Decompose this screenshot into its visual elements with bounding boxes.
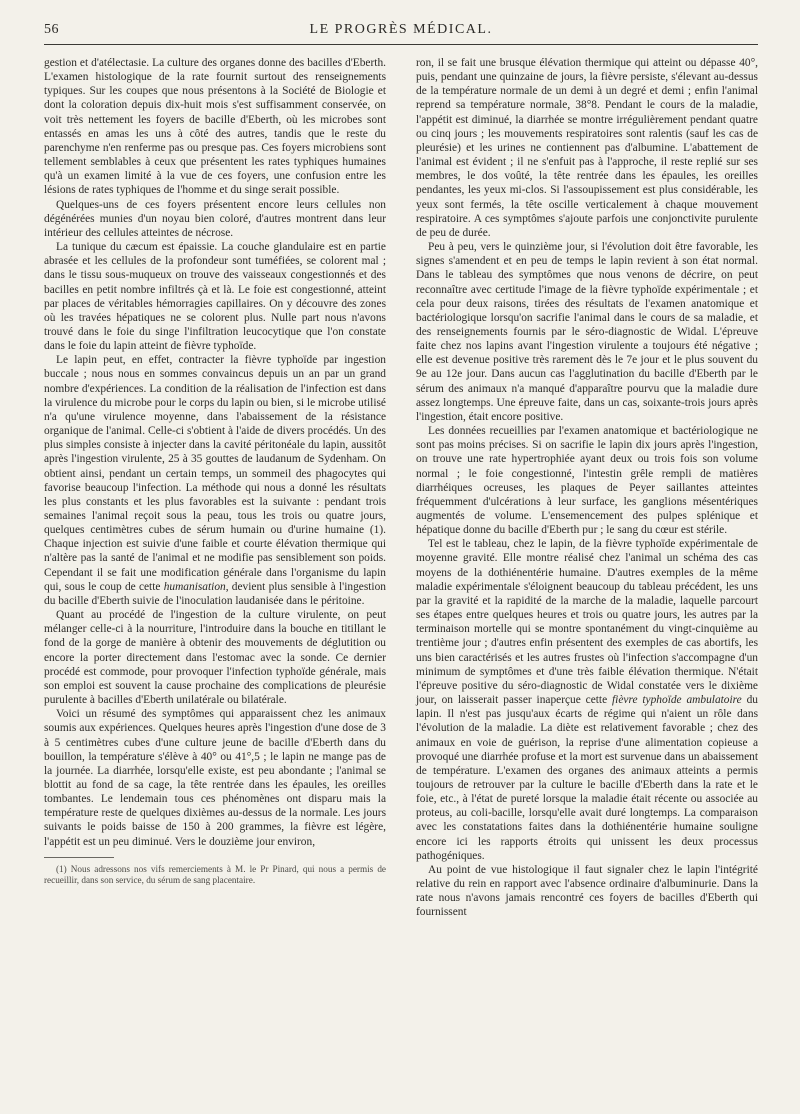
paragraph: Les données recueillies par l'examen anatomique et bactériologique ne sont pas moins précises. Si on sacrifie le lapin dix jours après l'ingestion, on trouve une rate hypertrophiée ayant deux ou trois fois son volume normal ; le foie congestionné, l'intestin grêle rempli de matières diarrhéiques ocreuses, les plaques de Peyer saillantes atteintes fréquemment d'ulcérations à leur surface, les ganglions mésentériques augmentés de volume. L'ensemencement des pulpes splénique et hépatique donne du bacille d'Eberth pur ; le sang du cœur est stérile. bbox=[416, 425, 758, 537]
page-header bbox=[44, 22, 758, 42]
paragraph-text: Tel est le tableau, chez le lapin, de la fièvre typhoïde expérimentale de moyenne gravité. Elle montre réalisé chez l'animal un schéma des cas moyens de la dothiénentérie humaine. D'autres exemples de la même maladie expérimentale s'éloignent beaucoup du tableau précédent, les uns par la gravité et la rapidité de la marche de la maladie, laquelle parcourt ses étapes entre quelques heures et trois ou quatre jours, les autres par la terminaison mortelle qui se montre spontanément du vingt-cinquième au trentième jour ; d'autres enfin présentent des exemples de cas abortifs, les uns bien caractérisés et les autres frustes où l'infection s'accompagne d'un minimum de symptômes et d'une très faible élévation thermique. N'était l'épreuve positive du séro-diagnostic de Widal constatée vers le dixième jour, on laisserait passer inaperçue cette bbox=[416, 538, 758, 707]
paragraph: Quant au procédé de l'ingestion de la culture virulente, on peut mélanger celle-ci à la nourriture, l'introduire dans la bouche en titillant le fond de la gorge de manière à obtenir des mouvements de déglutition ou encore la porter directement dans l'estomac avec la sonde. Ce dernier procédé est commode, pour provoquer l'infection typhoïde générale, mais son emploi est souvent la cause prochaine des complications de pleurésie purulente à bacilles d'Eberth unilatérale ou bilatérale. bbox=[44, 609, 386, 707]
paragraph: ron, il se fait une brusque élévation thermique qui atteint ou dépasse 40°, puis, pendant une quinzaine de jours, la fièvre persiste, s'élevant au-dessus de la température normale de un demi à un degré et demi ; enfin l'animal reprend sa température normale, 38°8. Pendant le cours de la maladie, l'appétit est diminué, la diarrhée se montre irrégulièrement pendant quatre ou cinq jours ; les mouvements respiratoires sont ralentis (sauf les cas de pleurésie) et les urines ne contiennent pas d'albumine. L'abattement de l'animal est évident ; il ne s'enfuit pas à l'approche, il reste replié sur ses membres, le dos voûté, la tête rentrée dans les épaules, les oreilles pendantes, les yeux mi-clos. Si l'assoupissement est plus considérable, les yeux sont fermés, la tête oscille verticalement à chaque mouvement respiratoire. A ces symptômes s'ajoute parfois une conjonctivite purulente de peu de durée. bbox=[416, 57, 758, 239]
italic-term: humanisation bbox=[163, 580, 226, 593]
paragraph-text: du lapin. Il n'est pas jusqu'aux écarts de régime qui n'aient un rôle dans l'évolution de la maladie. La diète est relativement favorable ; chez des animaux en voie de guérison, la reprise d'une alimentation copieuse a provoqué une diarrhée profuse et la mort est survenue dans un abaissement de température. L'examen des organes des animaux atteints a permis toujours de retrouver par la culture le bacille d'Eberth dans la rate et le foie, etc., à l'état de pureté lorsque la maladie était récente ou associée au proteus, au coli-bacille, lorsqu'elle avait duré longtemps. La comparaison avec les constatations faites dans la dothiénentérie humaine souligne encore ici les rapports étroits qui unissent les deux processus pathogéniques. bbox=[416, 694, 758, 862]
paragraph: gestion et d'atélectasie. La culture des organes donne des bacilles d'Eberth. L'examen histologique de la rate fournit surtout des renseignements typiques. Sur les coupes que nous présentons à la Société de Biologie et dont la coloration depuis dix-huit mois s'est suffisamment conservée, on voit très nettement les foyers de bacille d'Eberth, où les microbes sont entassés en amas les uns à côté des autres, tandis que le reste du parenchyme n'en renferme pas ou presque pas. Ces foyers microbiens sont tellement semblables à ceux que présentent les rates typhiques humaines qu'à un examen limité à la vue de ces foyers, une confusion entre les lésions de rates typhiques de l'homme et du singe serait possible. bbox=[44, 57, 386, 197]
paragraph-text: , devient plus sensible à l'ingestion du bacille d'Eberth suivie de l'inoculation laudanisée dans le péritoine. bbox=[44, 580, 386, 607]
header-rule bbox=[44, 44, 758, 45]
paragraph: Quelques-uns de ces foyers présentent encore leurs cellules non dégénérées munies d'un noyau bien coloré, d'autres montrent dans leur intérieur des cellules atteintes de nécrose. bbox=[44, 198, 386, 239]
page-number: 56 bbox=[44, 22, 59, 37]
left-column bbox=[44, 56, 386, 886]
paragraph-text: Le lapin peut, en effet, contracter la fièvre typhoïde par ingestion buccale ; nous nous en sommes convaincus depuis un an par un grand nombre d'expériences. La condition de la réalisation de l'infection est dans la virulence du microbe pour le corps du lapin ou bien, si le microbe utilisé n'a qu'une virulence moyenne, dans l'abaissement de la résistance organique de l'animal. Celle-ci s'obtient à l'aide de divers procédés. Un des plus simples consiste à injecter dans la cavité péritonéale du lapin, aussitôt après l'ingestion virulente, 25 à 35 gouttes de laudanum de Sydenham. On obtient ainsi, pendant un certain temps, un sommeil des phagocytes qui favorise beaucoup l'infection. La méthode qui nous a donné les résultats les plus constants et les plus favorables est la suivante : pendant trois semaines l'animal reçoit sous la peau, tous les trois ou quatre jours, quelques centimètres cubes de sérum humain ou d'urine humaine (1). Chaque injection est suivie d'une faible et courte élévation thermique qui n'altère pas la santé de l'animal et ne modifie pas sensiblement son poids. Cependant il se fait une modification générale dans l'organisme du lapin qui, sous le coup de cette bbox=[44, 354, 386, 593]
running-head: LE PROGRÈS MÉDICAL. bbox=[309, 22, 493, 37]
paragraph: Peu à peu, vers le quinzième jour, si l'évolution doit être favorable, les signes s'amendent et en peu de temps le lapin revient à son état normal. Dans le tableau des symptômes que nous venons de décrire, on peut reconnaître avec certitude l'image de la fièvre typhoïde expérimentale ; et cela pour deux raisons, tirées des résultats de l'examen anatomique et bactériologique lorsqu'on sacrifie l'animal dans le cours de sa maladie, et des renseignements fournis par le séro-diagnostic de Widal. L'épreuve faite chez nos lapins avant l'ingestion virulente a toujours été négative ; elle est devenue positive très rarement dès le 7e jour et le plus souvent du 9e au 12e jour. Dans aucun cas l'agglutination du bacille d'Eberth par le sérum des animaux n'a manqué d'apparaître pourvu que la maladie dure assez longtemps. Une épreuve faite, dans un cas, soixante-trois jours après l'ingestion, était encore positive. bbox=[416, 241, 758, 423]
paragraph bbox=[416, 537, 758, 863]
paragraph: Voici un résumé des symptômes qui apparaissent chez les animaux soumis aux expériences. Quelques heures après l'ingestion d'une dose de 3 à 5 centimètres cubes d'une culture jeune de bacille d'Eberth dans du bouillon, la température s'élève à 40° ou 41°,5 ; le lapin ne mange pas de la journée. La diarrhée, lorsqu'elle existe, est peu abondante ; l'animal se blottit au fond de sa cage, la tête rentrée dans les épaules, les oreilles tombantes. Le lendemain tous ces phénomènes ont disparu mais la température reste de quelques dixièmes au-dessus de la normale. Les jours suivants le poids baisse de 150 à 200 grammes, la fièvre est légère, l'appétit est un peu diminué. Vers le douzième jour environ, bbox=[44, 708, 386, 848]
footnote-rule bbox=[44, 857, 114, 858]
paragraph bbox=[44, 353, 386, 608]
footnote: (1) Nous adressons nos vifs remerciements à M. le Pr Pinard, qui nous a permis de recueillir, dans son service, du sérum de sang placentaire. bbox=[44, 863, 386, 885]
italic-term: fièvre typhoïde ambulatoire bbox=[612, 694, 742, 707]
paragraph: La tunique du cæcum est épaissie. La couche glandulaire est en partie abrasée et les cellules de la profondeur sont tuméfiées, se colorent mal ; dans le tissu sous-muqueux on trouve des vaisseaux congestionnés et des bacilles en petit nombre infiltrés çà et là. Le foie est congestionné, atteint par places de véritables hémorragies capillaires. On y découvre des zones où les travées hépatiques ne se colorent plus. Nulle part nous n'avons trouvé dans le foie du singe l'infiltration leucocytique que l'on constate dans le foie du lapin atteint de fièvre typhoïde. bbox=[44, 241, 386, 353]
paragraph: Au point de vue histologique il faut signaler chez le lapin l'intégrité relative du rein en rapport avec l'absence ordinaire d'albuminurie. Dans la rate nous n'avons jamais rencontré ces foyers de bacilles d'Eberth qui fournissent bbox=[416, 863, 758, 919]
right-column bbox=[416, 56, 758, 920]
